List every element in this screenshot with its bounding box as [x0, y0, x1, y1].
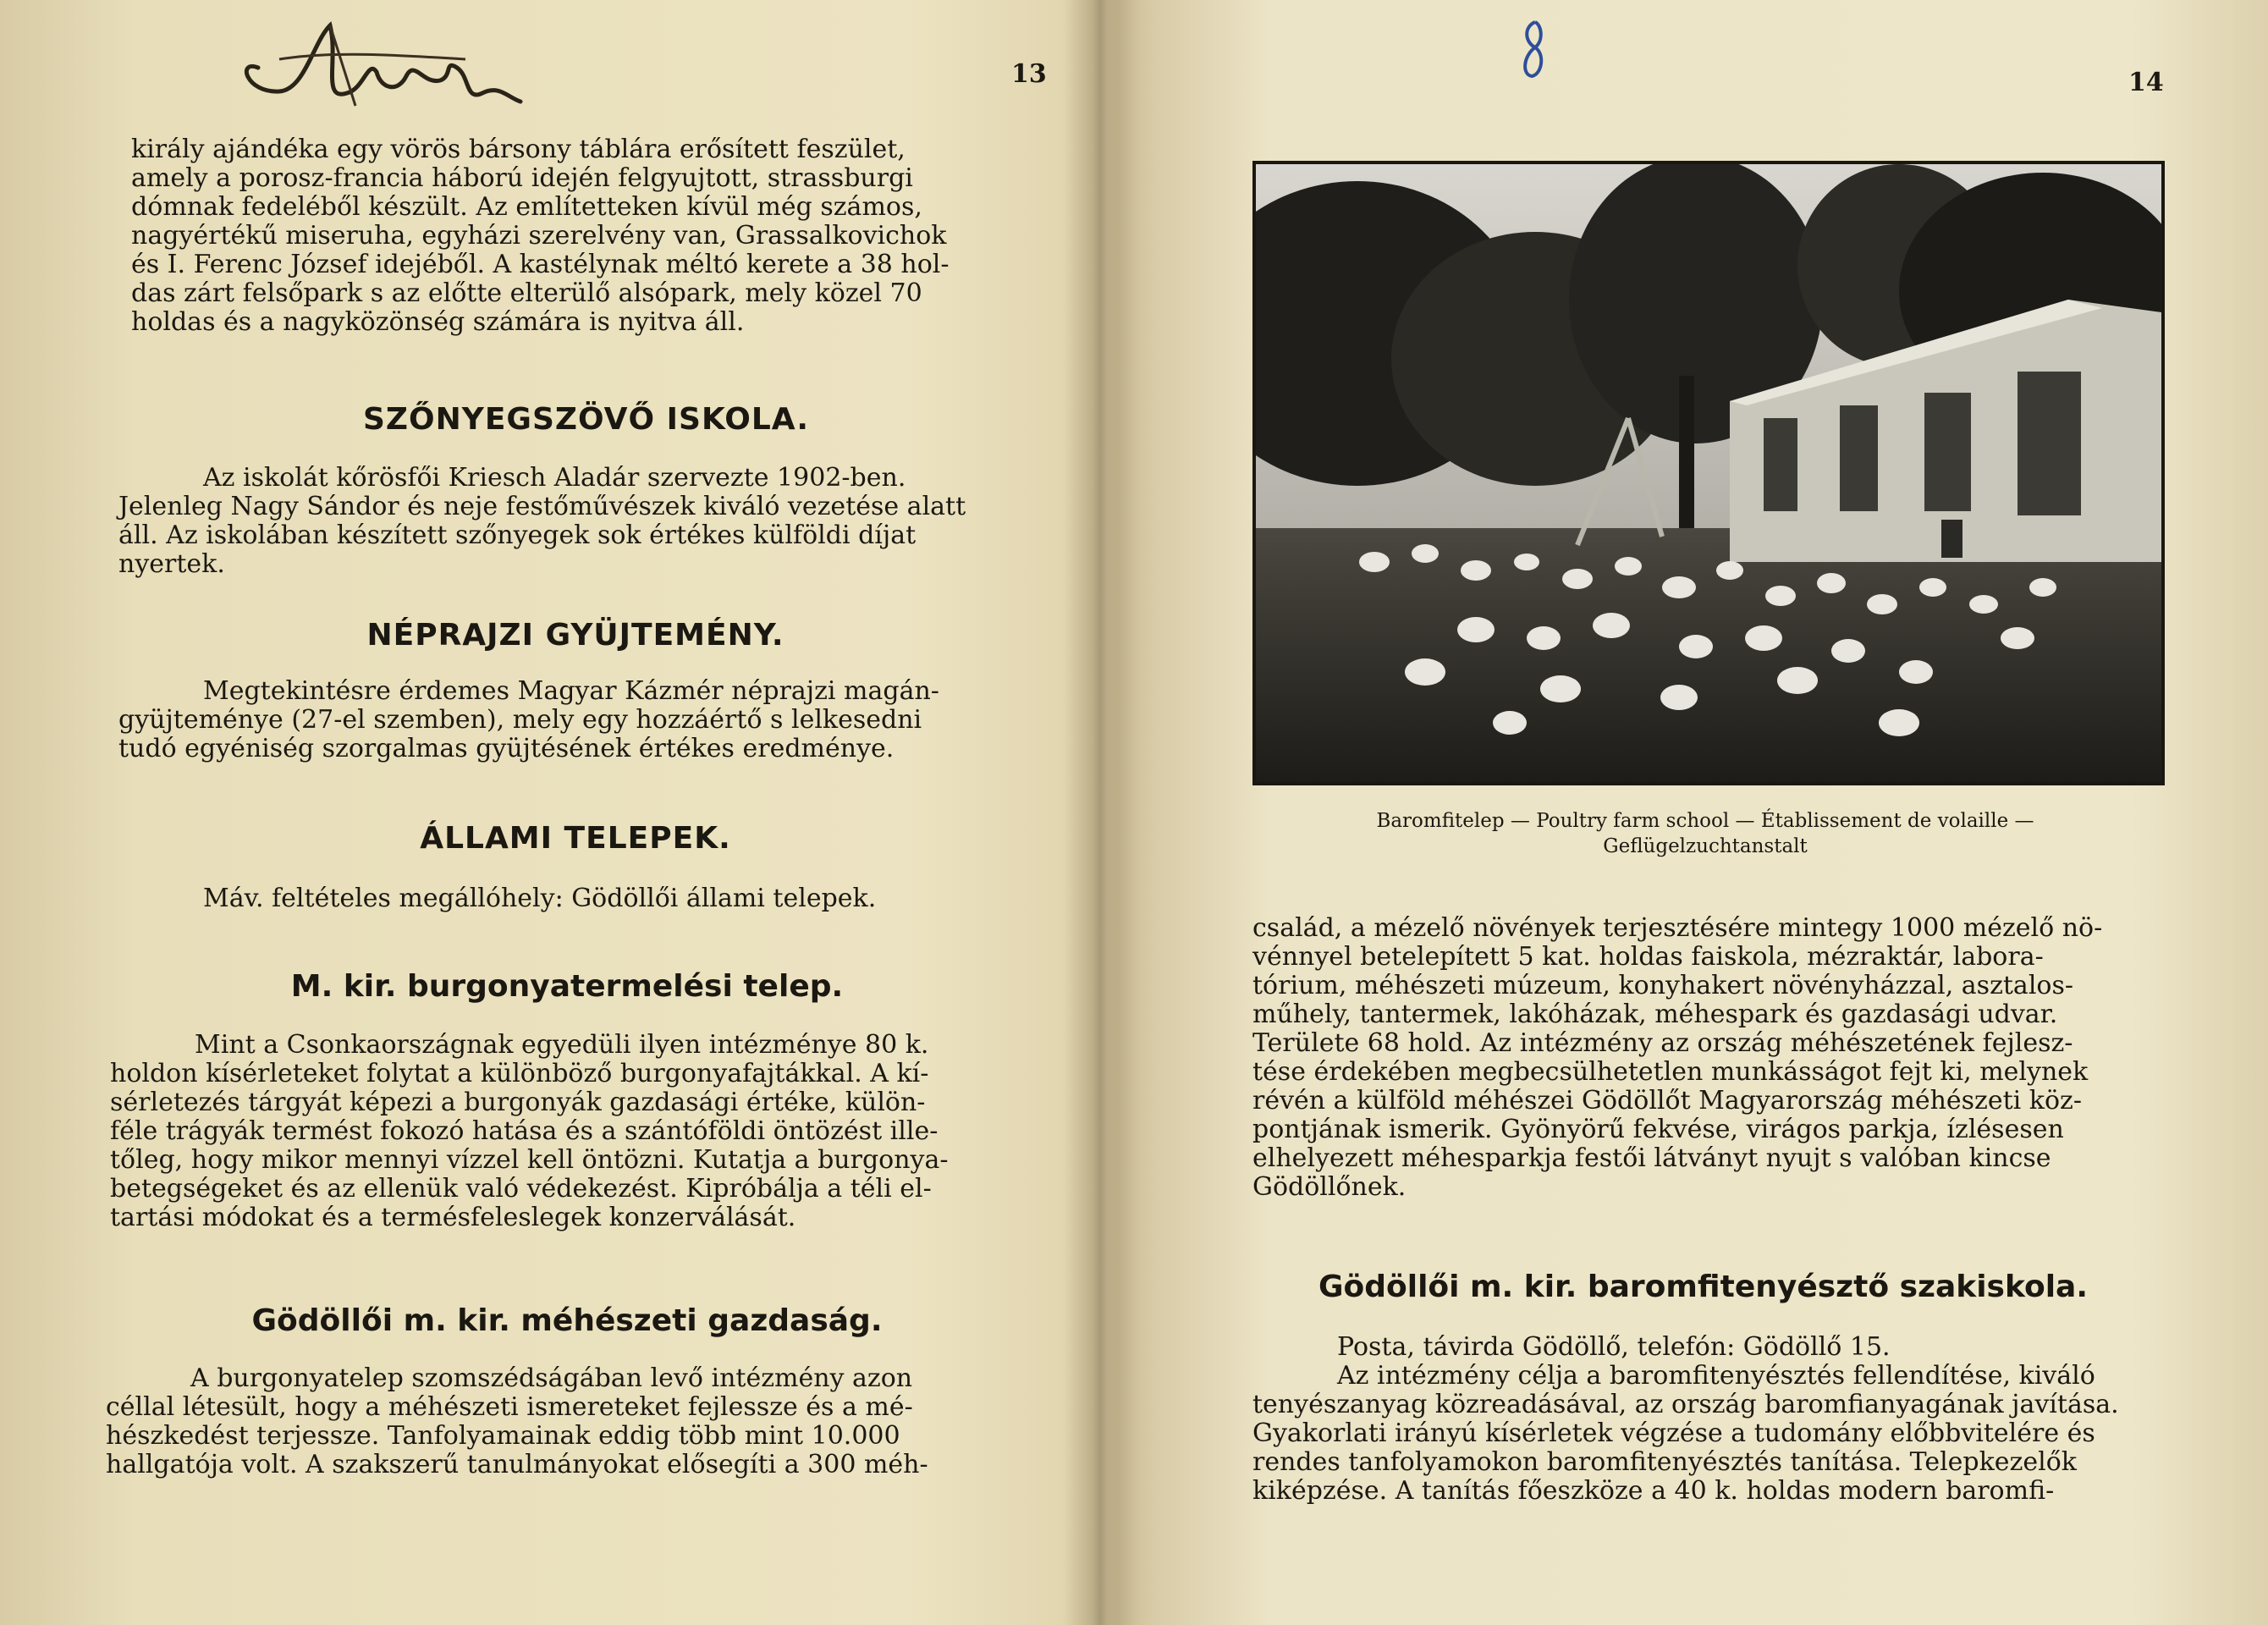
- text-line: műhely, tantermek, lakóházak, méhespark és gazdasági udvar.: [1252, 1000, 2058, 1029]
- text-line: nyertek.: [118, 549, 225, 579]
- text-line: rendes tanfolyamokon baromfitenyésztés tanítása. Telepkezelők: [1252, 1447, 2077, 1477]
- text-line: betegségeket és az ellenük való védekezést. Kipróbálja a téli el-: [110, 1174, 932, 1204]
- text-line: Megtekintésre érdemes Magyar Kázmér néprajzi magán-: [203, 676, 939, 706]
- page-number: 14: [2128, 68, 2164, 97]
- text-line: gyüjteménye (27-el szemben), mely egy hozzáértő s lelkesedni: [118, 705, 922, 735]
- text-line: tudó egyéniség szorgalmas gyüjtésének értékes eredménye.: [118, 734, 895, 763]
- text-line: tőleg, hogy mikor mennyi vízzel kell öntözni. Kutatja a burgonya-: [110, 1145, 949, 1175]
- text-line: holdon kísérleteket folytat a különböző burgonyafajtákkal. A kí-: [110, 1059, 929, 1088]
- text-line: tartási módokat és a termésfeleslegek konzerválását.: [110, 1203, 796, 1232]
- section-heading: Gödöllői m. kir. méhészeti gazdaság.: [251, 1303, 883, 1338]
- section-heading: ÁLLAMI TELEPEK.: [420, 821, 731, 856]
- section-paragraph: [118, 464, 1032, 579]
- text-line: kiképzése. A tanítás főeszköze a 40 k. holdas modern baromfi-: [1252, 1476, 2055, 1506]
- text-line: tenyészanyag közreadásával, az ország baromfianyagának javítása.: [1252, 1390, 2119, 1419]
- text-line: féle trágyák termést fokozó hatása és a szántóföldi öntözést ille-: [110, 1116, 939, 1146]
- text-line: dómnak fedeléből készült. Az említetteken kívül még számos,: [131, 192, 922, 222]
- intro-paragraph: [131, 135, 1041, 337]
- poultry-farm-photo: [1252, 161, 2165, 785]
- text-line: Területe 68 hold. Az intézmény az ország méhészetének fejlesz-: [1252, 1028, 2073, 1058]
- text-line: nagyértékű miseruha, egyházi szerelvény van, Grassalkovichok: [131, 221, 947, 251]
- section-paragraph: [106, 1364, 1032, 1479]
- text-line: vénnyel betelepített 5 kat. holdas faiskola, mézraktár, labora-: [1252, 942, 2044, 972]
- text-line: és I. Ferenc József idejéből. A kastélynak méltó kerete a 38 hol-: [131, 250, 950, 279]
- text-line: A burgonyatelep szomszédságában levő intézmény azon: [190, 1363, 913, 1393]
- text-line: tése érdekében megbecsülhetetlen munkásságot fejt ki, melynek: [1252, 1057, 2089, 1087]
- text-line: tórium, méhészeti múzeum, konyhakert növényházzal, asztalos-: [1252, 971, 2074, 1000]
- text-line: amely a porosz-francia háború idején felgyujtott, strassburgi: [131, 163, 913, 193]
- text-line: elhelyezett méhesparkja festői látványt nyujt s valóban kincse: [1252, 1143, 2051, 1173]
- text-line: sérletezés tárgyát képezi a burgonyák gazdasági értéke, külön-: [110, 1088, 926, 1117]
- section-heading: Gödöllői m. kir. baromfitenyésztő szakiskola.: [1318, 1270, 2089, 1304]
- text-line: hallgatója volt. A szakszerű tanulmányokat elősegíti a 300 méh-: [106, 1450, 928, 1479]
- section-paragraph: [1252, 1333, 2154, 1506]
- section-heading: SZŐNYEGSZÖVŐ ISKOLA.: [363, 402, 809, 437]
- text-line: hészkedést terjessze. Tanfolyamainak eddig több mint 10.000: [106, 1421, 900, 1451]
- caption-line: Geflügelzuchtanstalt: [1603, 835, 1808, 857]
- text-line: király ajándéka egy vörös bársony táblára erősített feszület,: [131, 135, 906, 164]
- page-number: 13: [1011, 59, 1047, 89]
- text-line: Posta, távirda Gödöllő, telefón: Gödöllő 15.: [1337, 1332, 1891, 1362]
- handwritten-page-marker: [1517, 15, 1550, 91]
- text-line: révén a külföld méhészei Gödöllőt Magyarország méhészeti köz-: [1252, 1086, 2082, 1115]
- text-line: Mint a Csonkaországnak egyedüli ilyen intézménye 80 k.: [195, 1030, 929, 1060]
- text-line: Gödöllőnek.: [1252, 1172, 1406, 1202]
- handwritten-signature: [228, 8, 533, 135]
- photo-caption: [1269, 808, 2141, 859]
- text-line: das zárt felsőpark s az előtte elterülő alsópark, mely közel 70: [131, 278, 922, 308]
- text-line: Gyakorlati irányú kísérletek végzése a tudomány előbbvitelére és: [1252, 1418, 2095, 1448]
- section-paragraph: [118, 884, 1032, 913]
- text-line: Jelenleg Nagy Sándor és neje festőművészek kiváló vezetése alatt: [118, 492, 966, 521]
- poultry-farm-illustration: [1256, 164, 2161, 782]
- text-line: holdas és a nagyközönség számára is nyitva áll.: [131, 307, 745, 337]
- caption-line: Baromfitelep — Poultry farm school — Établissement de volaille —: [1376, 810, 2034, 832]
- text-line: család, a mézelő növények terjesztésére mintegy 1000 mézelő nö-: [1252, 913, 2103, 943]
- section-paragraph: [110, 1031, 1032, 1232]
- left-page: [0, 0, 1100, 1625]
- text-line: pontjának ismerik. Gyönyörű fekvése, virágos parkja, ízlésesen: [1252, 1115, 2064, 1144]
- text-line: áll. Az iskolában készített szőnyegek sok értékes külföldi díjat: [118, 521, 917, 550]
- text-line: Az iskolát kőrösfői Kriesch Aladár szervezte 1902-ben.: [203, 463, 906, 493]
- continuation-paragraph: [1252, 914, 2154, 1202]
- text-line: céllal létesült, hogy a méhészeti ismereteket fejlessze és a mé-: [106, 1392, 913, 1422]
- text-line: Máv. feltételes megállóhely: Gödöllői állami telepek.: [203, 884, 877, 913]
- section-heading: NÉPRAJZI GYÜJTEMÉNY.: [366, 618, 784, 653]
- section-heading: M. kir. burgonyatermelési telep.: [290, 969, 844, 1004]
- section-paragraph: [118, 677, 1032, 763]
- text-line: Az intézmény célja a baromfitenyésztés fellendítése, kiváló: [1337, 1361, 2095, 1391]
